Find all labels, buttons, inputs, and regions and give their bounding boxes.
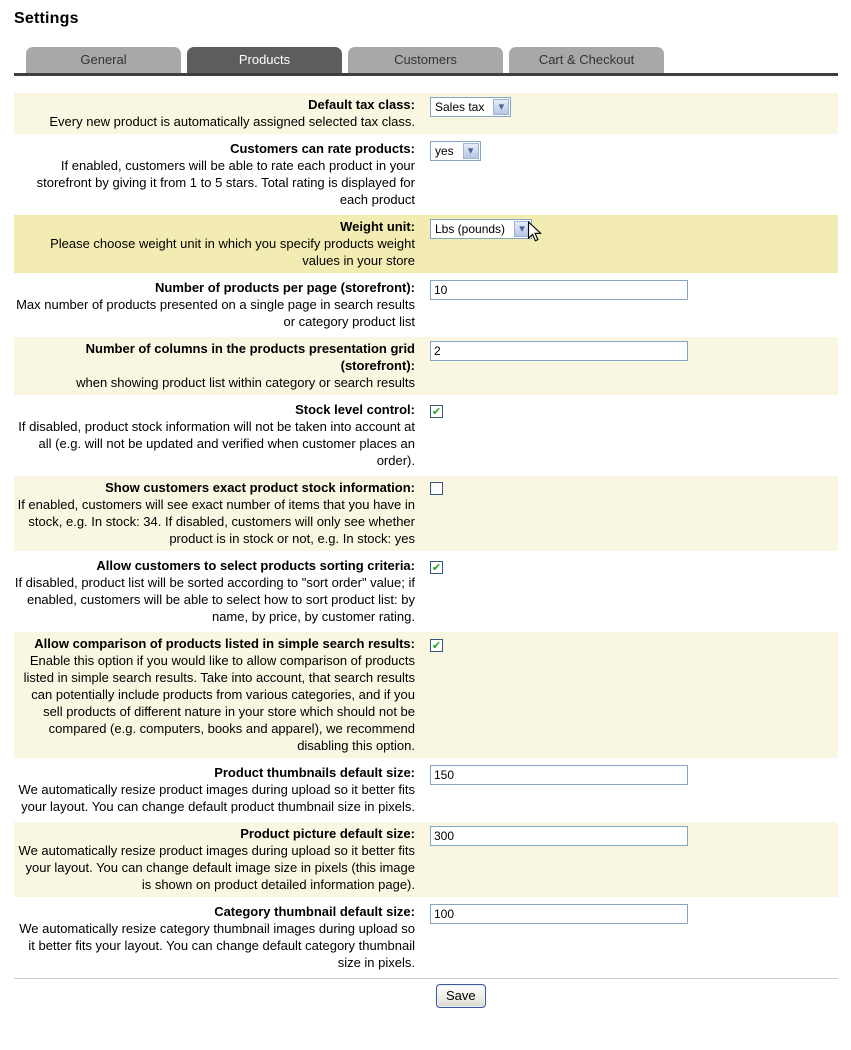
- setting-description: If enabled, customers will be able to rate each product in your storefront by giving it from 1 to 5 stars. Total rating is displayed for each product: [36, 158, 415, 207]
- setting-control-cell: [430, 635, 838, 754]
- setting-control-cell: [430, 340, 838, 391]
- setting-description: Enable this option if you would like to allow comparison of products listed in simple search results. Take into account, that search results can potentially include products from various categories, and if you sell products of different nature in your store which should not be compared (e.g. computers, books and apparel), we recommend disabling this option.: [23, 653, 415, 753]
- settings-row-allow-comparison: [14, 632, 838, 758]
- weight-unit-select[interactable]: [430, 219, 532, 239]
- show-exact-stock-checkbox[interactable]: [430, 482, 443, 495]
- tab-label: Products: [238, 52, 291, 67]
- setting-text-cell: [14, 557, 415, 625]
- setting-text-cell: [14, 218, 415, 269]
- products-per-page-input[interactable]: [430, 280, 688, 300]
- save-button[interactable]: Save: [436, 984, 486, 1008]
- setting-description: If enabled, customers will see exact number of items that you have in stock, e.g. In stock: 34. If disabled, customers will only see whether product is in stock or not, e.g. In stock: yes: [17, 497, 415, 546]
- customers-can-rate-products-select[interactable]: [430, 141, 481, 161]
- setting-label: Default tax class:: [308, 97, 415, 112]
- setting-text-cell: [14, 340, 415, 391]
- setting-control-cell: [430, 96, 838, 130]
- setting-description: We automatically resize category thumbnail images during upload so it better fits your layout. You can change default category thumbnail size in pixels.: [19, 921, 415, 970]
- settings-row-product-thumbnails-size: [14, 761, 838, 819]
- product-picture-size-input[interactable]: [430, 826, 688, 846]
- select-value: Sales tax: [435, 100, 485, 114]
- setting-text-cell: [14, 96, 415, 130]
- setting-description: Max number of products presented on a single page in search results or category product list: [16, 297, 415, 329]
- setting-control-cell: [430, 903, 838, 971]
- setting-control-cell: [430, 218, 838, 269]
- setting-label: Allow customers to select products sorting criteria:: [96, 558, 415, 573]
- tab-bar: [14, 47, 838, 76]
- settings-row-product-picture-size: [14, 822, 838, 897]
- setting-label: Category thumbnail default size:: [214, 904, 415, 919]
- settings-row-show-exact-stock: [14, 476, 838, 551]
- tab-label: Cart & Checkout: [538, 52, 635, 67]
- setting-text-cell: [14, 635, 415, 754]
- setting-label: Customers can rate products:: [230, 141, 415, 156]
- setting-description: If disabled, product stock information will not be taken into account at all (e.g. will not be updated and verified when customer places an order).: [18, 419, 415, 468]
- select-value: yes: [435, 144, 454, 158]
- setting-description: We automatically resize product images during upload so it better fits your layout. You can change default image size in pixels (this image is shown on product detailed information page).: [18, 843, 415, 892]
- setting-control-cell: [430, 764, 838, 815]
- stock-level-control-checkbox[interactable]: [430, 405, 443, 418]
- settings-row-allow-sorting-criteria: [14, 554, 838, 629]
- setting-label: Number of columns in the products presentation grid (storefront):: [85, 341, 415, 373]
- setting-text-cell: [14, 140, 415, 208]
- settings-row-category-thumbnail-size: [14, 900, 838, 975]
- chevron-down-icon: [514, 221, 530, 237]
- tab-products[interactable]: [187, 47, 342, 73]
- setting-description: Please choose weight unit in which you specify products weight values in your store: [50, 236, 415, 268]
- settings-row-customers-can-rate-products: [14, 137, 838, 212]
- setting-control-cell: [430, 279, 838, 330]
- tab-cart-checkout[interactable]: [509, 47, 664, 73]
- settings-row-stock-level-control: [14, 398, 838, 473]
- setting-control-cell: [430, 825, 838, 893]
- settings-row-weight-unit: [14, 215, 838, 273]
- setting-control-cell: [430, 557, 838, 625]
- settings-row-default-tax-class: [14, 93, 838, 134]
- setting-text-cell: [14, 479, 415, 547]
- category-thumbnail-size-input[interactable]: [430, 904, 688, 924]
- settings-row-products-per-page: [14, 276, 838, 334]
- setting-description: Every new product is automatically assigned selected tax class.: [49, 114, 415, 129]
- chevron-down-icon: [463, 143, 479, 159]
- tab-label: Customers: [394, 52, 457, 67]
- allow-comparison-checkbox[interactable]: [430, 639, 443, 652]
- default-tax-class-select[interactable]: [430, 97, 511, 117]
- grid-columns-input[interactable]: [430, 341, 688, 361]
- setting-text-cell: [14, 825, 415, 893]
- setting-label: Product thumbnails default size:: [214, 765, 415, 780]
- setting-text-cell: [14, 903, 415, 971]
- setting-text-cell: [14, 401, 415, 469]
- settings-table: [14, 93, 838, 975]
- allow-sorting-criteria-checkbox[interactable]: [430, 561, 443, 574]
- footer-bar: [14, 978, 838, 1008]
- setting-text-cell: [14, 279, 415, 330]
- page-title: Settings: [14, 10, 79, 27]
- settings-row-grid-columns: [14, 337, 838, 395]
- setting-label: Stock level control:: [295, 402, 415, 417]
- setting-label: Weight unit:: [340, 219, 415, 234]
- setting-text-cell: [14, 764, 415, 815]
- tab-label: General: [80, 52, 127, 67]
- setting-description: If disabled, product list will be sorted according to "sort order" value; if enabled, customers will be able to select how to sort product list: by name, by price, by customer rating.: [14, 575, 415, 624]
- tab-customers[interactable]: [348, 47, 503, 73]
- chevron-down-icon: [493, 99, 509, 115]
- setting-label: Show customers exact product stock information:: [105, 480, 415, 495]
- select-value: Lbs (pounds): [435, 222, 506, 236]
- setting-control-cell: [430, 140, 838, 208]
- setting-label: Allow comparison of products listed in simple search results:: [34, 636, 415, 651]
- tab-general[interactable]: [26, 47, 181, 73]
- setting-control-cell: [430, 479, 838, 547]
- setting-description: when showing product list within category or search results: [76, 375, 415, 390]
- product-thumbnails-size-input[interactable]: [430, 765, 688, 785]
- setting-control-cell: [430, 401, 838, 469]
- setting-label: Product picture default size:: [240, 826, 415, 841]
- setting-description: We automatically resize product images during upload so it better fits your layout. You can change default product thumbnail size in pixels.: [18, 782, 415, 814]
- setting-label: Number of products per page (storefront):: [154, 280, 415, 295]
